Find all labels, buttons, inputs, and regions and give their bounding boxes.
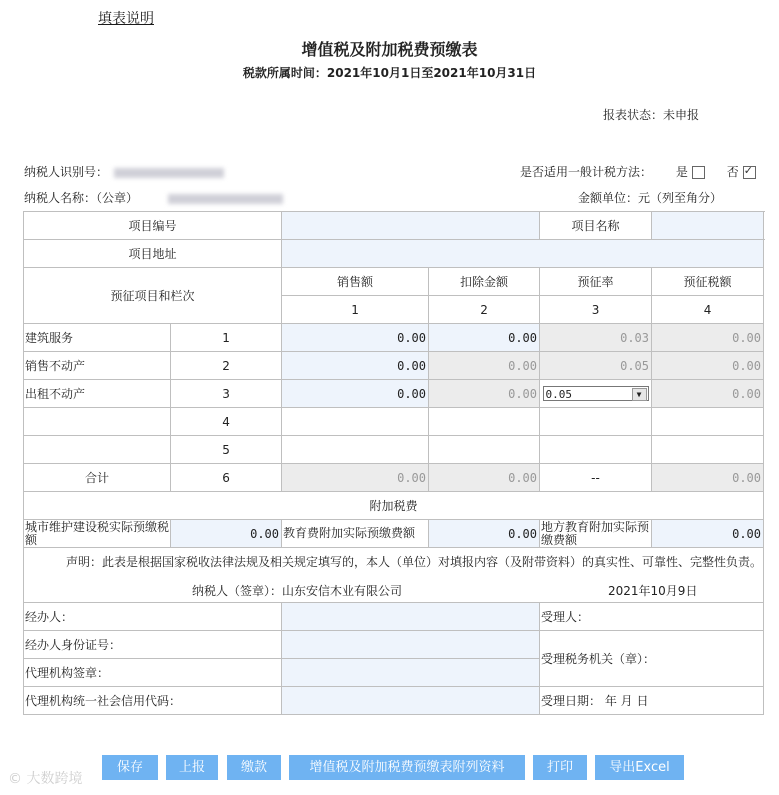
taxpayer-signer: 纳税人（签章）：山东安信木业有限公司 (192, 584, 403, 598)
declaration-date: 2021年10月9日 (608, 584, 698, 598)
row-label: 出租不动产 (24, 380, 171, 408)
sales-input[interactable]: 0.00 (282, 380, 429, 408)
watermark-text: 大数跨境 (26, 771, 83, 787)
signature-cell (24, 575, 764, 603)
table-row (24, 380, 764, 408)
total-tax: 0.00 (652, 464, 764, 492)
city-tax-label: 城市维护建设税实际预缴税额 (25, 519, 170, 547)
sales-input[interactable]: 0.00 (282, 324, 429, 352)
local-edu-fee-input[interactable]: 0.00 (652, 520, 764, 548)
empty-cell (429, 408, 540, 436)
project-name-label: 项目名称 (540, 212, 652, 240)
row-label (24, 436, 171, 464)
table-row (24, 324, 764, 352)
empty-cell (282, 408, 429, 436)
project-name-input[interactable] (652, 212, 764, 240)
agent-row (24, 631, 764, 659)
yes-checkbox[interactable] (692, 166, 705, 179)
receive-date-label: 受理日期： 年 月 日 (540, 687, 764, 715)
surtax-header: 附加税费 (24, 492, 764, 520)
yes-label: 是 (675, 165, 688, 179)
submit-button[interactable]: 上报 (166, 755, 218, 780)
table-row (24, 436, 764, 464)
handler-input[interactable] (282, 603, 540, 631)
tax-value: 0.00 (652, 380, 764, 408)
agency-code-label: 代理机构统一社会信用代码： (24, 687, 282, 715)
table-row (24, 352, 764, 380)
project-code-input[interactable] (282, 212, 540, 240)
total-number: 6 (171, 464, 282, 492)
surtax-header-row (24, 492, 764, 520)
no-label: 否 (726, 165, 739, 179)
watermark-logo (8, 768, 82, 788)
column-header-row (24, 268, 764, 296)
declaration-text: 声明：此表是根据国家税收法律法规及相关规定填写的，本人（单位）对填报内容（及附带资料）的真实性、可靠性、完整性负责。 (24, 548, 764, 576)
rate-value: 0.05 (540, 352, 652, 380)
empty-cell (540, 408, 652, 436)
rate-select-value: 0.05 (545, 388, 573, 401)
rate-select[interactable] (543, 386, 649, 401)
general-method-label: 是否适用一般计税方法： (520, 165, 653, 179)
report-status: 报表状态：未申报 (603, 108, 700, 122)
taxpayer-id-redacted (114, 168, 224, 178)
attachment-button[interactable]: 增值税及附加税费预缴表附列资料 (289, 755, 525, 780)
agency-seal-label: 代理机构签章： (24, 659, 282, 687)
signature-row (24, 575, 764, 603)
col-number-1: 1 (282, 296, 429, 324)
total-label: 合计 (24, 464, 171, 492)
row-number: 4 (171, 408, 282, 436)
sales-input[interactable]: 0.00 (282, 352, 429, 380)
agent-row (24, 603, 764, 631)
agent-row (24, 687, 764, 715)
agency-seal-input[interactable] (282, 659, 540, 687)
row-label: 销售不动产 (24, 352, 171, 380)
tax-value: 0.00 (652, 324, 764, 352)
item-header: 预征项目和栏次 (24, 268, 282, 324)
receiver-label: 受理人： (540, 603, 764, 631)
empty-cell (652, 436, 764, 464)
total-deduction: 0.00 (429, 464, 540, 492)
table-row (24, 408, 764, 436)
deduction-header: 扣除金额 (429, 268, 540, 296)
taxpayer-name-row (24, 189, 283, 206)
rate-cell (540, 380, 652, 408)
project-address-label: 项目地址 (24, 240, 282, 268)
total-rate: -- (540, 464, 652, 492)
taxpayer-name-redacted (168, 194, 283, 204)
project-address-input[interactable] (282, 240, 764, 268)
project-code-label: 项目编号 (24, 212, 282, 240)
tax-header: 预征税额 (652, 268, 764, 296)
handler-label: 经办人： (24, 603, 282, 631)
taxpayer-id-row (24, 163, 224, 180)
amount-unit: 金额单位：元（列至角分） (578, 191, 723, 205)
total-row (24, 464, 764, 492)
empty-cell (282, 436, 429, 464)
rate-value: 0.03 (540, 324, 652, 352)
tax-office-label: 受理税务机关（章）： (540, 631, 764, 687)
city-tax-input[interactable]: 0.00 (171, 520, 282, 548)
empty-cell (429, 436, 540, 464)
surtax-row (24, 520, 764, 548)
col-number-4: 4 (652, 296, 764, 324)
handler-id-label: 经办人身份证号： (24, 631, 282, 659)
deduction-input[interactable]: 0.00 (429, 324, 540, 352)
row-number: 5 (171, 436, 282, 464)
project-code-row (24, 212, 764, 240)
row-number: 3 (171, 380, 282, 408)
edu-fee-input[interactable]: 0.00 (429, 520, 540, 548)
deduction-value: 0.00 (429, 352, 540, 380)
page-title: 增值税及附加税费预缴表 (301, 40, 478, 59)
empty-cell (540, 436, 652, 464)
print-button[interactable]: 打印 (533, 755, 587, 780)
total-sales: 0.00 (282, 464, 429, 492)
chevron-down-icon[interactable]: ▼ (632, 388, 647, 401)
handler-id-input[interactable] (282, 631, 540, 659)
local-edu-fee-label: 地方教育附加实际预缴费额 (540, 520, 652, 548)
deduction-value: 0.00 (429, 380, 540, 408)
sales-header: 销售额 (282, 268, 429, 296)
watermark-icon: © (8, 771, 22, 787)
empty-cell (652, 408, 764, 436)
export-excel-button[interactable]: 导出Excel (595, 755, 684, 780)
taxpayer-id-label: 纳税人识别号： (24, 165, 109, 179)
save-button[interactable]: 保存 (102, 755, 158, 780)
edu-fee-label: 教育费附加实际预缴费额 (282, 520, 429, 548)
taxpayer-name-label: 纳税人名称：（公章） (24, 191, 139, 205)
prepayment-table (23, 211, 764, 715)
pay-button[interactable]: 缴款 (227, 755, 281, 780)
tax-period: 税款所属时间：2021年10月1日至2021年10月31日 (242, 66, 537, 80)
rate-header: 预征率 (540, 268, 652, 296)
row-number: 2 (171, 352, 282, 380)
no-checkbox[interactable] (743, 166, 756, 179)
tax-value: 0.00 (652, 352, 764, 380)
project-address-row (24, 240, 764, 268)
help-link[interactable]: 填表说明 (98, 11, 154, 27)
row-label: 建筑服务 (24, 324, 171, 352)
col-number-2: 2 (429, 296, 540, 324)
agency-code-input[interactable] (282, 687, 540, 715)
col-number-3: 3 (540, 296, 652, 324)
row-number: 1 (171, 324, 282, 352)
row-label (24, 408, 171, 436)
declaration-row (24, 548, 764, 576)
general-method-row (520, 163, 756, 180)
